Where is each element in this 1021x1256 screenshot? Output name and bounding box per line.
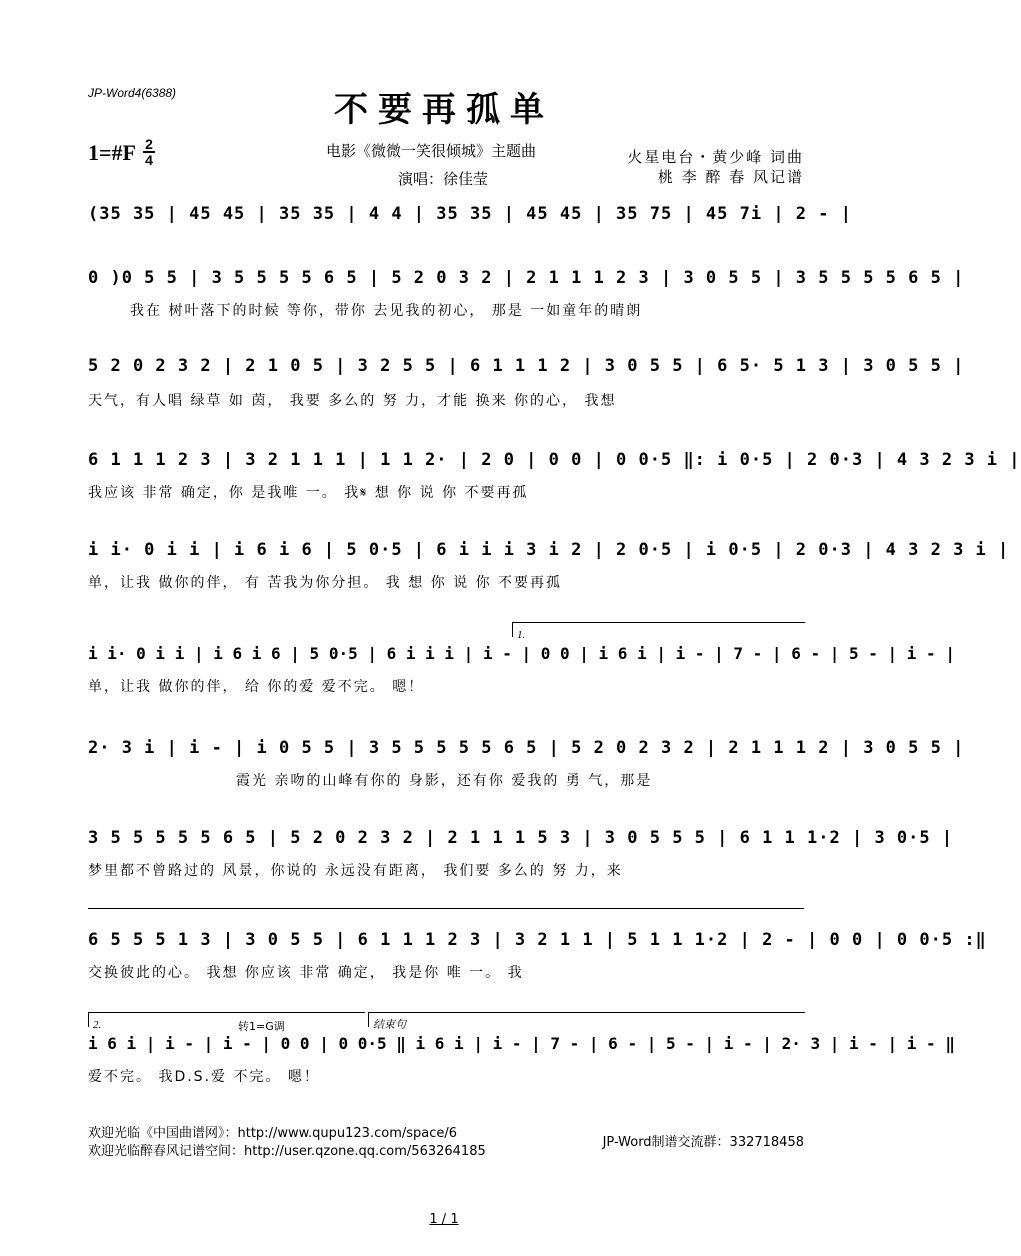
credit-lyrics: 火星电台・黄少峰 词曲 bbox=[627, 148, 804, 166]
subtitle: 电影《微微一笑很倾城》主题曲 bbox=[326, 142, 537, 160]
credit-score: 桃 李 醉 春 风记谱 bbox=[657, 168, 804, 186]
lyric-line-7: 霞光 亲吻的山峰有你的 身影，还有你 爱我的 勇 气，那是 bbox=[236, 773, 653, 789]
coda-bracket bbox=[368, 1012, 805, 1031]
score-line-10: i 6 i | i - | i - | 0 0 | 0 0·5 ‖ i 6 i | i - | 7 - | 6 - | 5 - | i - | 2· 3 | i - | i - ‖ bbox=[88, 1034, 955, 1053]
score-line-3: 5 2 0 2 3 2 | 2 1 0 5 | 3 2 5 5 | 6 1 1 1 2 | 3 0 5 5 | 6 5· 5 1 3 | 3 0 5 5 | bbox=[88, 356, 965, 376]
time-sig-top: 2 bbox=[145, 136, 153, 152]
repeat-rule bbox=[88, 908, 804, 909]
first-ending-bracket bbox=[512, 622, 805, 641]
lyric-line-3: 天气，有人唱 绿草 如 茵， 我要 多么的 努 力，才能 换来 你的心， 我想 bbox=[88, 393, 617, 409]
footer-link-2: 欢迎光临醉春风记谱空间：http://user.qzone.qq.com/563264185 bbox=[88, 1144, 486, 1159]
lyric-line-2: 我在 树叶落下的时候 等你，带你 去见我的初心， 那是 一如童年的晴朗 bbox=[130, 303, 643, 319]
coda-label: 结束句 bbox=[373, 1019, 406, 1031]
lyric-line-6: 单，让我 做你的伴， 给 你的爱 爱不完。 嗯！ bbox=[88, 679, 425, 695]
score-line-5: i i· 0 i i | i 6 i 6 | 5 0·5 | 6 i i i 3 i 2 | 2 0·5 | i 0·5 | 2 0·3 | 4 3 2 3 i | bbox=[88, 540, 1010, 560]
modulation-mark: 转1=G调 bbox=[238, 1020, 285, 1033]
footer-link-1: 欢迎光临《中国曲谱网》：http://www.qupu123.com/space/6 bbox=[88, 1126, 458, 1141]
page-number bbox=[0, 1212, 888, 1227]
key-signature: 1=#F bbox=[88, 140, 136, 165]
lyric-line-4: 我应该 非常 确定，你 是我唯 一。 我𝄋 想 你 说 你 不要再孤 bbox=[88, 485, 529, 501]
qq-group: JP-Word制谱交流群：332718458 bbox=[602, 1135, 804, 1150]
page-number-text: 1 / 1 bbox=[429, 1212, 459, 1227]
score-line-4: 6 1 1 1 2 3 | 3 2 1 1 1 | 1 1 2· | 2 0 | 0 0 | 0 0·5 ‖: i 0·5 | 2 0·3 | 4 3 2 3 i | bbox=[88, 450, 1021, 470]
first-ending-label: 1. bbox=[517, 629, 526, 641]
singer: 演唱：徐佳莹 bbox=[398, 170, 489, 188]
second-ending-label: 2. bbox=[93, 1019, 102, 1031]
score-line-2: 0 )0 5 5 | 3 5 5 5 5 6 5 | 5 2 0 3 2 | 2 1 1 1 2 3 | 3 0 5 5 | 3 5 5 5 5 6 5 | bbox=[88, 268, 965, 288]
lyric-line-5: 单，让我 做你的伴， 有 苦我为你分担。 我 想 你 说 你 不要再孤 bbox=[88, 575, 563, 591]
second-ending-bracket bbox=[88, 1012, 365, 1031]
score-line-1: (35 35 | 45 45 | 35 35 | 4 4 | 35 35 | 45 45 | 35 75 | 45 7i | 2 - | bbox=[88, 204, 852, 224]
score-line-6: i i· 0 i i | i 6 i 6 | 5 0·5 | 6 i i i | i - | 0 0 | i 6 i | i - | 7 - | 6 - | 5 - | i - | bbox=[88, 644, 955, 663]
app-label: JP-Word4(6388) bbox=[88, 86, 177, 100]
time-signature bbox=[143, 138, 155, 166]
song-title: 不要再孤单 bbox=[334, 90, 554, 130]
lyric-line-8: 梦里都不曾路过的 风景，你说的 永远没有距离， 我们要 多么的 努 力，来 bbox=[88, 863, 623, 879]
score-line-8: 3 5 5 5 5 5 6 5 | 5 2 0 2 3 2 | 2 1 1 1 5 3 | 3 0 5 5 5 | 6 1 1 1·2 | 3 0·5 | bbox=[88, 828, 954, 848]
lyric-line-10: 爱不完。 我D.S.爱 不完。 嗯！ bbox=[88, 1069, 320, 1085]
time-sig-bottom: 4 bbox=[145, 152, 153, 168]
lyric-line-9: 交换彼此的心。 我想 你应该 非常 确定， 我是你 唯 一。 我 bbox=[88, 965, 524, 981]
score-line-7: 2· 3 i | i - | i 0 5 5 | 3 5 5 5 5 5 6 5 | 5 2 0 2 3 2 | 2 1 1 1 2 | 3 0 5 5 | bbox=[88, 738, 965, 758]
score-line-9: 6 5 5 5 1 3 | 3 0 5 5 | 6 1 1 1 2 3 | 3 2 1 1 | 5 1 1 1·2 | 2 - | 0 0 | 0 0·5 :‖ bbox=[88, 930, 987, 950]
